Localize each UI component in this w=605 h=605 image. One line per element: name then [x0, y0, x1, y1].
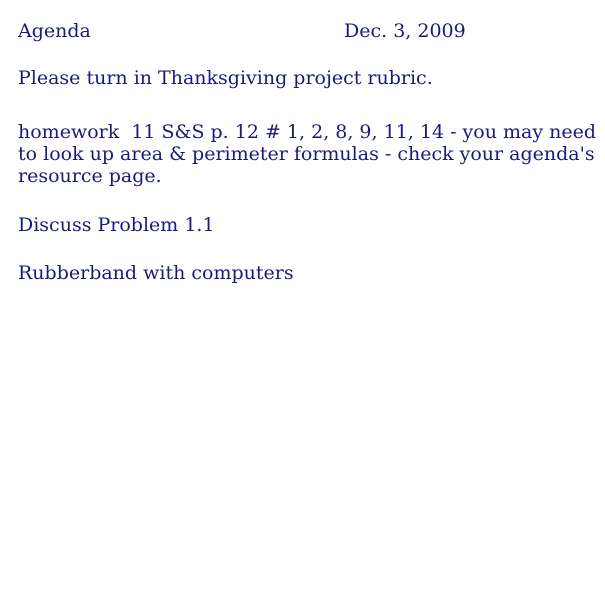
discuss-item [18, 214, 598, 236]
homework-line-2: to look up area & perimeter formulas - check your agenda's [18, 143, 595, 165]
homework-line-1: homework 11 S&S p. 12 # 1, 2, 8, 9, 11, 14 - you may need [18, 121, 596, 143]
rubric-item [18, 67, 598, 89]
homework-line-3: resource page. [18, 165, 162, 187]
homework-item [18, 121, 598, 187]
page-title: Agenda [18, 20, 91, 42]
rubberband-text: Rubberband with computers [18, 262, 294, 284]
agenda-date: Dec. 3, 2009 [344, 20, 466, 42]
discuss-text: Discuss Problem 1.1 [18, 214, 215, 236]
rubric-text: Please turn in Thanksgiving project rubric. [18, 67, 433, 89]
agenda-header [18, 20, 478, 42]
rubberband-item [18, 262, 598, 284]
